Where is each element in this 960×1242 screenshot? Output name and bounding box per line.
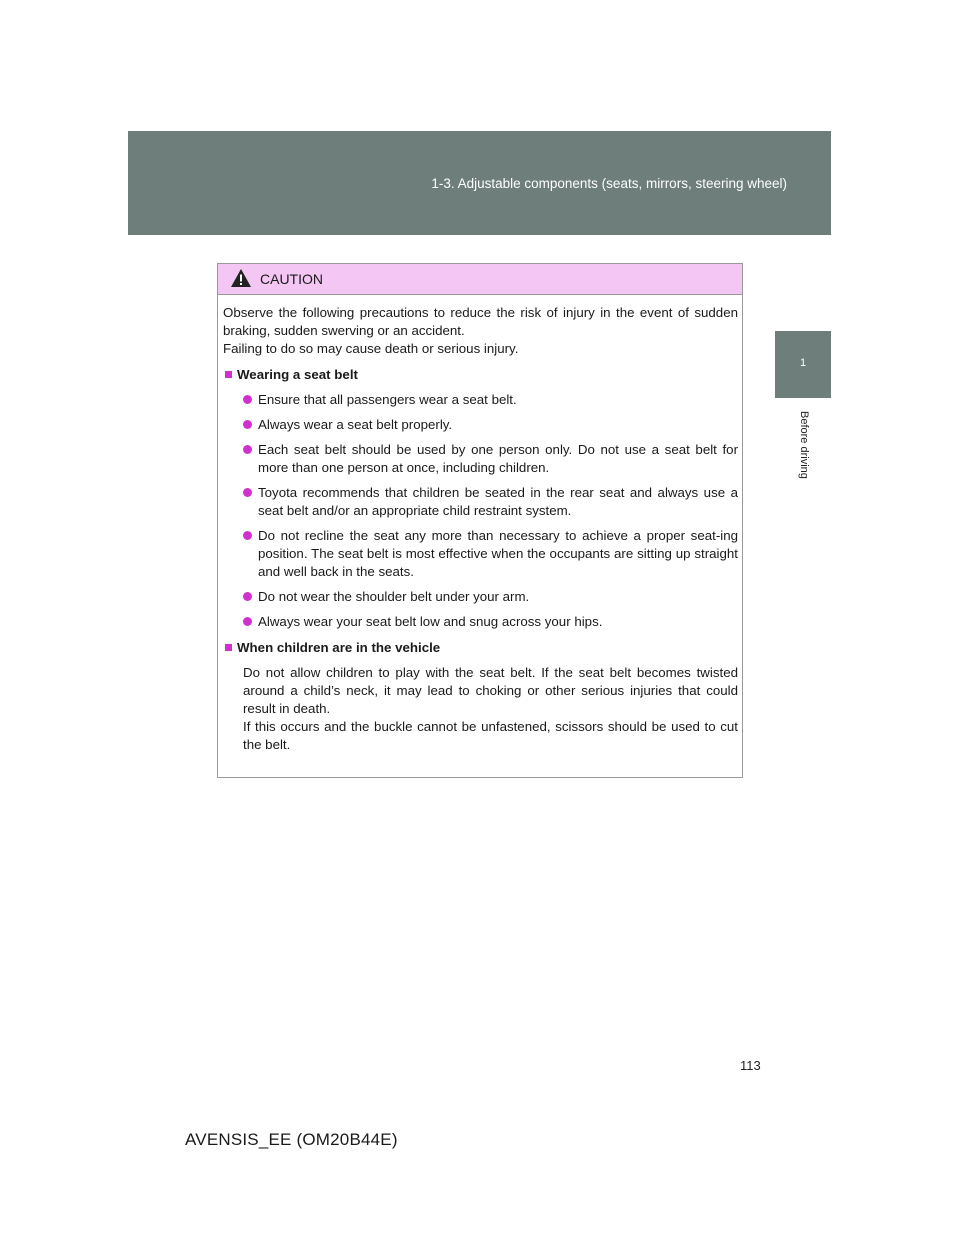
caution-box: [217, 263, 743, 778]
caution-title: CAUTION: [260, 271, 323, 287]
chapter-number: 1: [799, 357, 807, 369]
list-item: Do not wear the shoulder belt under your arm.: [223, 588, 738, 606]
chapter-label: Before driving: [798, 411, 810, 479]
square-bullet-icon: [225, 371, 232, 378]
list-item: Each seat belt should be used by one person only. Do not use a seat belt for more than one person at once, including children.: [223, 441, 738, 477]
list-item: Toyota recommends that children be seated in the rear seat and always use a seat belt and/or an appropriate child restraint system.: [223, 484, 738, 520]
circle-bullet-icon: [243, 617, 252, 626]
caution-body: [218, 295, 742, 754]
circle-bullet-icon: [243, 531, 252, 540]
circle-bullet-icon: [243, 445, 252, 454]
intro-warning: Failing to do so may cause death or serious injury.: [223, 341, 519, 356]
section-heading-wearing-seat-belt: Wearing a seat belt: [223, 366, 738, 384]
circle-bullet-icon: [243, 592, 252, 601]
caution-header: [218, 264, 742, 295]
page-number: 113: [740, 1058, 761, 1073]
list-item: Always wear a seat belt properly.: [223, 416, 738, 434]
list-item: Do not recline the seat any more than necessary to achieve a proper seat-ing position. The seat belt is most effective when the occupants are sitting up straight and well back in the seats.: [223, 527, 738, 581]
circle-bullet-icon: [243, 420, 252, 429]
children-warning-text: Do not allow children to play with the seat belt. If the seat belt becomes twisted around a child’s neck, it may lead to choking or other serious injuries that could result in death. If this occurs and the buckle cannot be unfastened, scissors should be used to cut the belt.: [243, 665, 738, 752]
circle-bullet-icon: [243, 395, 252, 404]
square-bullet-icon: [225, 644, 232, 651]
section-heading-children-in-vehicle: When children are in the vehicle: [223, 639, 738, 657]
header-band: [128, 131, 831, 235]
manual-code: AVENSIS_EE (OM20B44E): [185, 1130, 398, 1149]
chapter-tab[interactable]: [775, 331, 831, 398]
list-item: Ensure that all passengers wear a seat belt.: [223, 391, 738, 409]
circle-bullet-icon: [243, 488, 252, 497]
warning-triangle-icon: [230, 268, 252, 288]
list-item: Always wear your seat belt low and snug across your hips.: [223, 613, 738, 631]
intro-text: Observe the following precautions to reduce the risk of injury in the event of sudden braking, sudden swerving or an accident.: [223, 305, 738, 338]
section-title: 1-3. Adjustable components (seats, mirrors, steering wheel): [431, 176, 787, 191]
